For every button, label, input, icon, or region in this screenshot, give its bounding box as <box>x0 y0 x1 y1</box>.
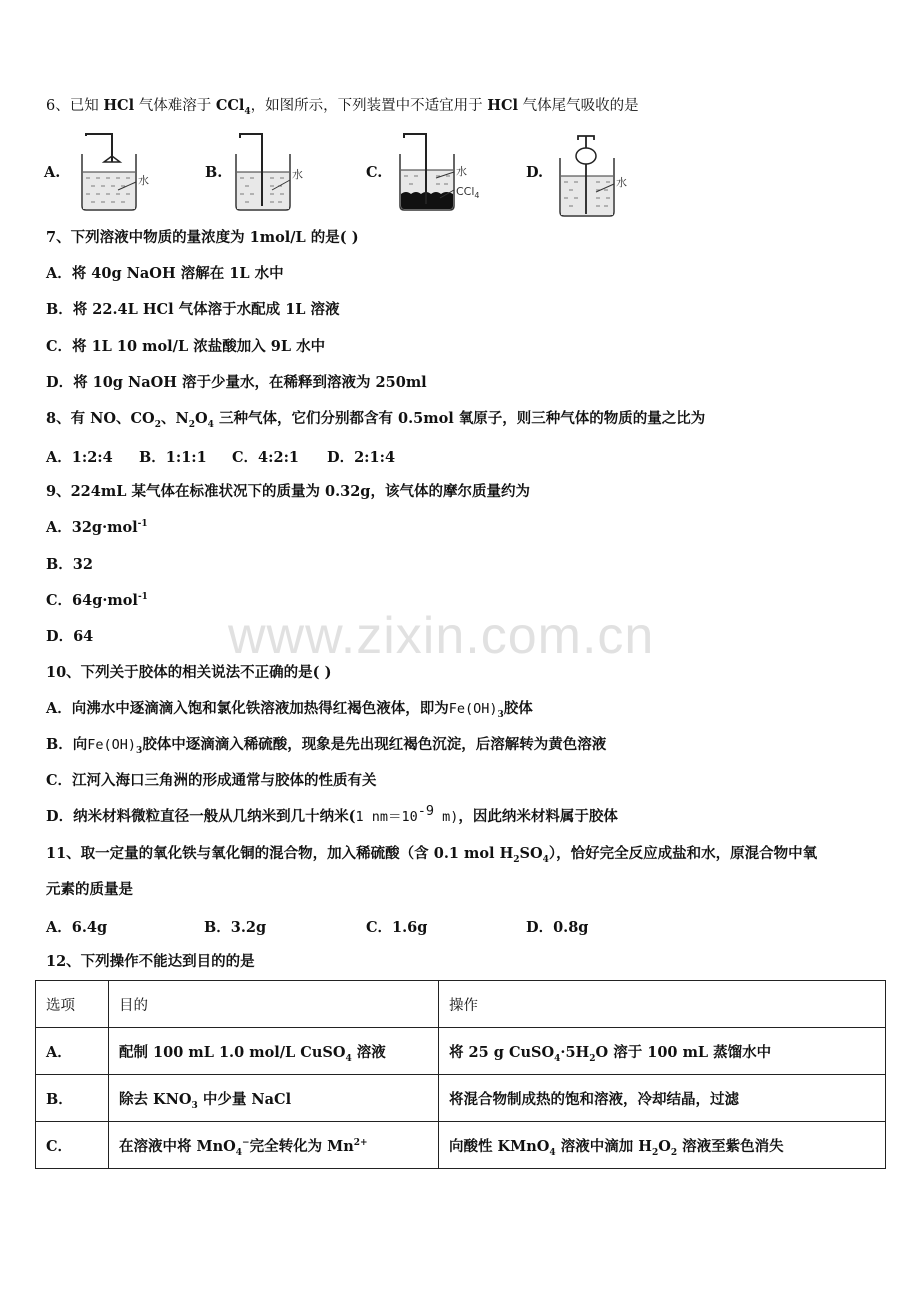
q9-option-b: B．32 <box>46 556 93 573</box>
q6-stem-text: ，如图所示，下列装置中不适宜用于 <box>250 98 488 114</box>
header-operation: 操作 <box>439 981 886 1028</box>
apparatus-a-diagram <box>74 132 164 214</box>
cell-sub: 2 <box>589 1053 596 1064</box>
q10-text: B．向 <box>46 736 88 753</box>
cell-text: 完全转化为 Mn <box>249 1137 354 1155</box>
q8-stem <box>46 409 705 429</box>
q11-option-c: C．1.6g <box>366 919 428 936</box>
q7-option-d: D．将 10g NaOH 溶于少量水，在稀释到溶液为 250ml <box>46 374 427 391</box>
table-row <box>36 1028 886 1075</box>
apparatus-c-diagram <box>396 132 496 214</box>
q8-stem-text: 8、有 NO、CO <box>46 410 155 427</box>
row-goal <box>109 1122 439 1169</box>
q10-option-c: C．江河入海口三角洲的形成通常与胶体的性质有关 <box>46 772 377 789</box>
q7-option-b: B．将 22.4L HCl 气体溶于水配成 1L 溶液 <box>46 301 340 318</box>
q11-option-a: A．6.4g <box>46 919 108 936</box>
water-label: 水 <box>138 174 149 187</box>
cell-text: O <box>658 1137 671 1155</box>
q11-option-b: B．3.2g <box>204 919 267 936</box>
cell-sup: 2+ <box>353 1137 368 1148</box>
q10-option-b <box>46 735 606 755</box>
q10-sup: -9 <box>417 803 434 820</box>
q10-formula: Fe(OH) <box>448 701 498 717</box>
cell-sub: 2 <box>651 1147 659 1158</box>
water-label: 水 <box>292 168 303 181</box>
table-row <box>36 1122 886 1169</box>
table-header-row <box>36 981 886 1028</box>
row-label: C． <box>36 1122 109 1169</box>
watermark: www.zixin.com.cn <box>228 607 655 665</box>
q6-option-b-label: B. <box>205 164 223 181</box>
q10-text: A．向沸水中逐滴滴入饱和氯化铁溶液加热得红褐色液体，即为 <box>46 700 449 717</box>
q8-option-d: D．2:1:4 <box>327 449 396 466</box>
cell-text: 向酸性 KMnO <box>449 1137 550 1155</box>
cell-text: 中少量 NaCl <box>197 1090 292 1108</box>
q10-sub: 3 <box>136 745 143 756</box>
q10-formula: Fe(OH) <box>87 737 137 753</box>
q8-stem-text: 三种气体，它们分别都含有 0.5mol 氧原子，则三种气体的物质的量之比为 <box>213 410 706 427</box>
water-label: 水 <box>616 176 627 189</box>
q6-option-d-label: D. <box>526 164 544 181</box>
row-label: B． <box>36 1075 109 1122</box>
q7-option-a: A．将 40g NaOH 溶解在 1L 水中 <box>46 265 284 282</box>
q10-option-d <box>46 803 618 827</box>
q8-sub: 2 <box>188 419 195 430</box>
q9-option-d: D．64 <box>46 628 94 645</box>
cell-text: 溶液至紫色消失 <box>677 1137 784 1155</box>
cell-sup: − <box>242 1137 250 1148</box>
q12-table <box>35 980 886 1169</box>
cell-sub: 4 <box>554 1053 561 1064</box>
q8-stem-text: O <box>195 410 208 427</box>
ccl4-label: CCl$_4$ <box>456 185 480 200</box>
q9-sup: -1 <box>137 592 148 603</box>
q11-stem-line1 <box>46 844 817 864</box>
q6-hcl: HCl <box>103 97 135 114</box>
q6-ccl-sub: 4 <box>244 106 251 117</box>
q7-stem: 7、下列溶液中物质的量浓度为 1mol/L 的是( ) <box>46 229 359 246</box>
cell-sub: 4 <box>345 1053 352 1064</box>
q6-stem <box>46 96 639 116</box>
q9-option-a <box>46 518 148 538</box>
q10-text: ，因此纳米材料属于胶体 <box>458 808 618 825</box>
q10-formula: 1 nm＝10 <box>355 809 418 825</box>
cell-sub: 4 <box>235 1147 243 1158</box>
q9-option-a-text: A．32g·mol <box>46 519 138 536</box>
apparatus-b-diagram <box>232 132 322 214</box>
header-option: 选项 <box>36 981 109 1028</box>
q10-sub: 3 <box>497 709 504 720</box>
q11-text: ），恰好完全反应成盐和水，原混合物中氧 <box>548 845 818 862</box>
q8-stem-text: 、N <box>160 410 189 427</box>
row-operation <box>439 1122 886 1169</box>
q6-option-c-label: C. <box>366 164 383 181</box>
q10-text: 胶体 <box>503 700 533 717</box>
cell-text: ·5H <box>560 1043 590 1061</box>
q6-option-a-label: A. <box>44 164 61 181</box>
q6-hcl: HCl <box>487 97 519 114</box>
q10-formula: m) <box>433 809 459 825</box>
q8-option-a: A．1:2:4 <box>46 449 113 466</box>
q10-text: 胶体中逐滴滴入稀硫酸，现象是先出现红褐色沉淀，后溶解转为黄色溶液 <box>142 736 607 753</box>
q11-options <box>46 916 588 937</box>
q8-option-c: C．4:2:1 <box>232 449 300 466</box>
q8-sub: 2 <box>154 419 161 430</box>
q9-option-c-text: C．64g·mol <box>46 592 138 609</box>
cell-text: 溶液 <box>351 1043 386 1061</box>
cell-sub: 4 <box>549 1147 556 1158</box>
row-operation <box>439 1028 886 1075</box>
q9-option-c <box>46 591 148 611</box>
q11-text: 11、取一定量的氧化铁与氧化铜的混合物，加入稀硫酸（含 0.1 mol H <box>46 845 514 862</box>
q10-text: D．纳米材料微粒直径一般从几纳米到几十纳米( <box>46 808 356 825</box>
cell-text: 除去 KNO <box>119 1090 192 1108</box>
header-goal: 目的 <box>109 981 439 1028</box>
cell-text: 配制 100 mL 1.0 mol/L CuSO <box>119 1043 346 1061</box>
q8-sub: 4 <box>207 419 214 430</box>
q6-ccl: CCl <box>215 97 245 114</box>
cell-sub: 2 <box>670 1147 678 1158</box>
cell-text: 溶液中滴加 H <box>555 1137 652 1155</box>
q10-stem: 10、下列关于胶体的相关说法不正确的是( ) <box>46 664 332 681</box>
apparatus-d-diagram <box>556 132 646 220</box>
q10-option-a <box>46 699 533 719</box>
cell-text: O 溶于 100 mL 蒸馏水中 <box>595 1043 772 1061</box>
q11-stem-line2: 元素的质量是 <box>46 881 133 898</box>
q6-stem-text: 6、已知 <box>46 98 104 114</box>
q7-option-c: C．将 1L 10 mol/L 浓盐酸加入 9L 水中 <box>46 338 326 355</box>
q12-stem: 12、下列操作不能达到目的的是 <box>46 953 255 970</box>
row-operation: 将混合物制成热的饱和溶液，冷却结晶，过滤 <box>439 1075 886 1122</box>
cell-text: 在溶液中将 MnO <box>119 1137 236 1155</box>
cell-sub: 3 <box>191 1100 198 1111</box>
q11-option-d: D．0.8g <box>526 919 589 936</box>
q9-sup: -1 <box>137 519 148 530</box>
water-label: 水 <box>456 165 467 178</box>
cell-text: 将 25 g CuSO <box>449 1043 555 1061</box>
q6-stem-text: 气体难溶于 <box>134 98 216 114</box>
q11-text: SO <box>519 845 543 862</box>
q8-options <box>46 446 395 467</box>
row-goal <box>109 1028 439 1075</box>
row-goal <box>109 1075 439 1122</box>
q9-stem: 9、224mL 某气体在标准状况下的质量为 0.32g，该气体的摩尔质量约为 <box>46 483 530 500</box>
q8-option-b: B．1:1:1 <box>139 449 207 466</box>
q6-stem-text: 气体尾气吸收的是 <box>518 98 639 114</box>
row-label: A． <box>36 1028 109 1075</box>
q11-sub: 2 <box>513 854 520 865</box>
table-row <box>36 1075 886 1122</box>
q11-sub: 4 <box>542 854 549 865</box>
